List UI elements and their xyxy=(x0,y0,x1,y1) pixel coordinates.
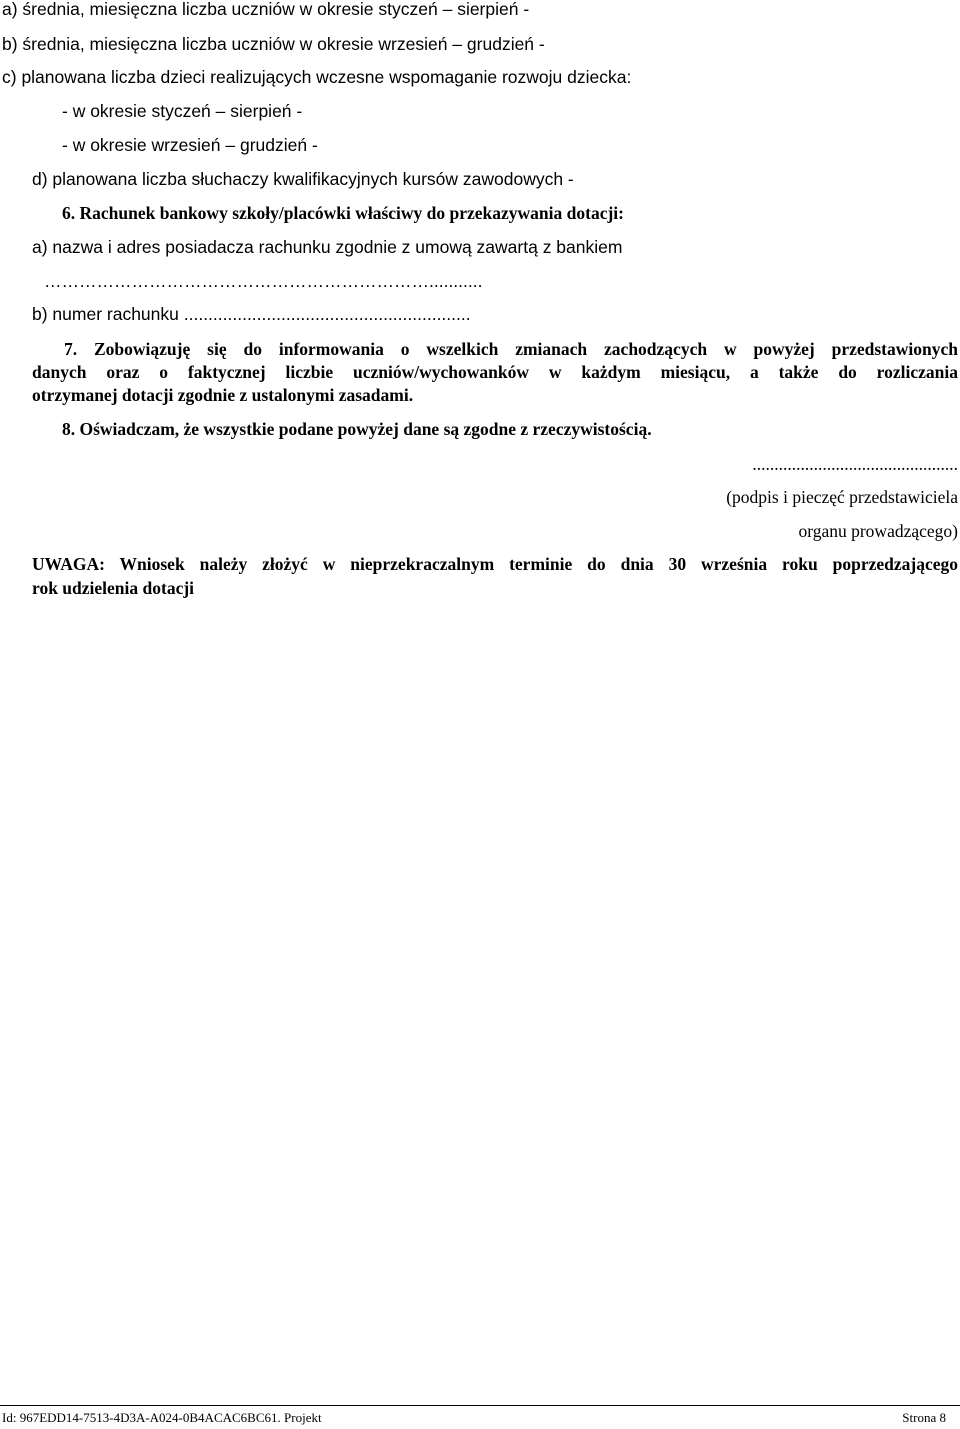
item-c-period-jan-aug: - w okresie styczeń – sierpień - xyxy=(62,101,303,121)
uwaga-note-line-1: UWAGA: Wniosek należy złożyć w nieprzekraczalnym terminie do dnia 30 września roku poprzedzającego xyxy=(32,554,958,574)
section-6-b-account-number: b) numer rachunku ........................................................... xyxy=(32,304,471,324)
section-8-declaration: 8. Oświadczam, że wszystkie podane powyżej dane są zgodne z rzeczywistością. xyxy=(62,419,652,439)
page-footer xyxy=(0,1405,960,1429)
uwaga-note-line-2: rok udzielenia dotacji xyxy=(32,578,195,598)
item-d-vocational-course-listeners: d) planowana liczba słuchaczy kwalifikacyjnych kursów zawodowych - xyxy=(32,169,574,189)
section-6-a-account-holder-fill: …………………………………………………………........... xyxy=(44,271,483,291)
item-c-early-support-children: c) planowana liczba dzieci realizujących wczesne wspomaganie rozwoju dziecka: xyxy=(2,67,632,87)
item-b-average-students-sep-dec: b) średnia, miesięczna liczba uczniów w okresie wrzesień – grudzień - xyxy=(2,34,545,54)
signature-caption-line-1: (podpis i pieczęć przedstawiciela xyxy=(726,487,958,507)
item-c-period-sep-dec: - w okresie wrzesień – grudzień - xyxy=(62,135,318,155)
section-7-line-1: 7. Zobowiązuję się do informowania o wszelkich zmianach zachodzących w powyżej przedstawionych xyxy=(64,339,958,359)
section-7-line-3: otrzymanej dotacji zgodnie z ustalonymi zasadami. xyxy=(32,385,414,405)
document-id: Id: 967EDD14-7513-4D3A-A024-0B4ACAC6BC61. Projekt xyxy=(2,1410,322,1425)
item-a-average-students-jan-aug: a) średnia, miesięczna liczba uczniów w okresie styczeń – sierpień - xyxy=(2,0,530,19)
signature-caption-line-2: organu prowadzącego) xyxy=(798,521,958,541)
page-number: Strona 8 xyxy=(902,1410,946,1425)
section-6-heading: 6. Rachunek bankowy szkoły/placówki właściwy do przekazywania dotacji: xyxy=(62,203,624,223)
signature-dots: ............................................... xyxy=(752,454,958,474)
section-7-line-2: danych oraz o faktycznej liczbie uczniów/wychowanków w każdym miesiącu, a także do rozliczania xyxy=(32,362,958,382)
section-6-a-account-holder-label: a) nazwa i adres posiadacza rachunku zgodnie z umową zawartą z bankiem xyxy=(32,237,623,257)
